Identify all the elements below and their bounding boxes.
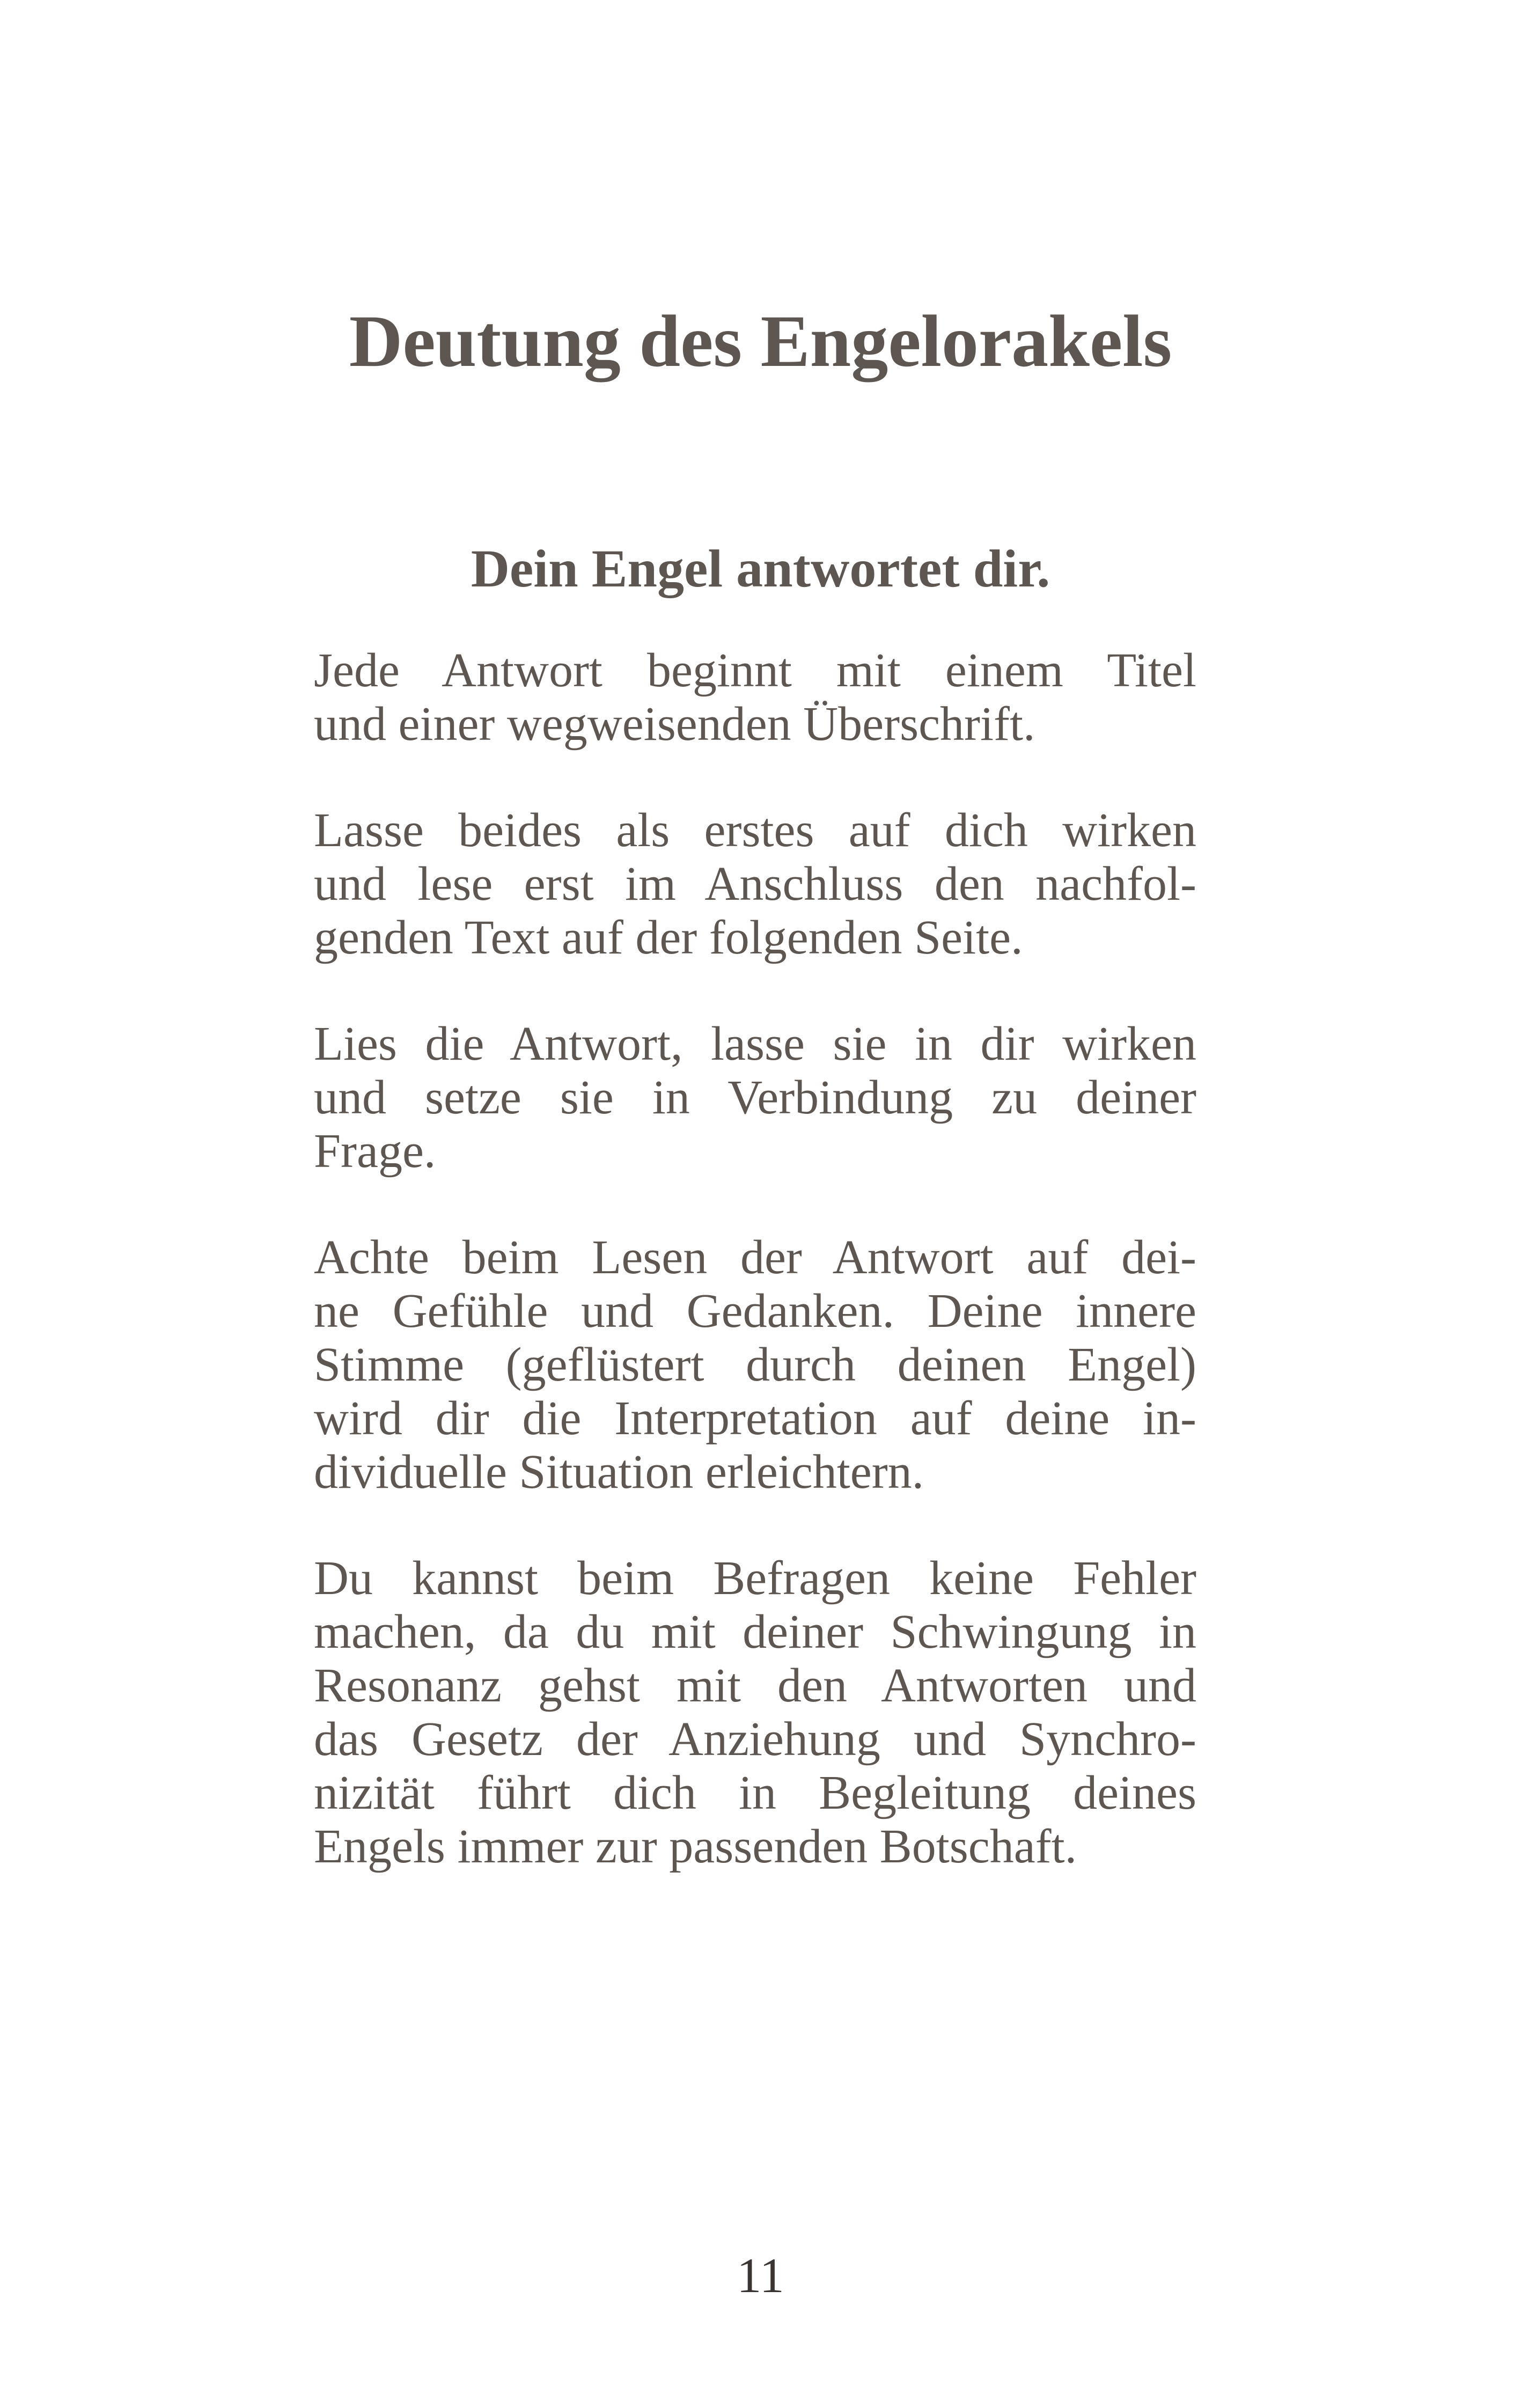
paragraph-line: Stimme (geflüstert durch deinen Engel) bbox=[314, 1338, 1196, 1391]
paragraph-line: wird dir die Interpretation auf deine in- bbox=[314, 1392, 1196, 1445]
paragraph-line: Du kannst beim Befragen keine Fehler bbox=[314, 1552, 1196, 1605]
paragraph-line: und einer wegweisenden Überschrift. bbox=[314, 698, 1035, 751]
paragraph-line: dividuelle Situation erleichtern. bbox=[314, 1445, 924, 1499]
paragraph-line: ne Gefühle und Gedanken. Deine innere bbox=[314, 1284, 1196, 1338]
body-text bbox=[314, 644, 1196, 1926]
paragraph-line: Lies die Antwort, lasse sie in dir wirken bbox=[314, 1017, 1196, 1070]
paragraph-line: und lese erst im Anschluss den nachfol- bbox=[314, 857, 1196, 911]
paragraph-line: machen, da du mit deiner Schwingung in bbox=[314, 1605, 1196, 1658]
paragraph-line: Frage. bbox=[314, 1125, 436, 1178]
paragraph-1 bbox=[314, 644, 1196, 751]
paragraph-line: Engels immer zur passenden Botschaft. bbox=[314, 1820, 1077, 1873]
paragraph-line: Achte beim Lesen der Antwort auf dei- bbox=[314, 1231, 1196, 1284]
paragraph-2 bbox=[314, 804, 1196, 965]
paragraph-line: Lasse beides als erstes auf dich wirken bbox=[314, 804, 1196, 857]
paragraph-line: Jede Antwort beginnt mit einem Titel bbox=[314, 644, 1196, 697]
paragraph-line: und setze sie in Verbindung zu deiner bbox=[314, 1071, 1196, 1124]
paragraph-line: genden Text auf der folgenden Seite. bbox=[314, 911, 1023, 964]
paragraph-line: nizität führt dich in Begleitung deines bbox=[314, 1766, 1196, 1819]
paragraph-line: das Gesetz der Anziehung und Synchro- bbox=[314, 1713, 1196, 1766]
page-title: Deutung des Engelorakels bbox=[349, 300, 1172, 382]
section-subtitle: Dein Engel antwortet dir. bbox=[471, 539, 1050, 598]
paragraph-4 bbox=[314, 1231, 1196, 1499]
paragraph-5 bbox=[314, 1552, 1196, 1874]
paragraph-line: Resonanz gehst mit den Antworten und bbox=[314, 1659, 1196, 1712]
paragraph-3 bbox=[314, 1017, 1196, 1178]
page-number: 11 bbox=[737, 2248, 784, 2303]
